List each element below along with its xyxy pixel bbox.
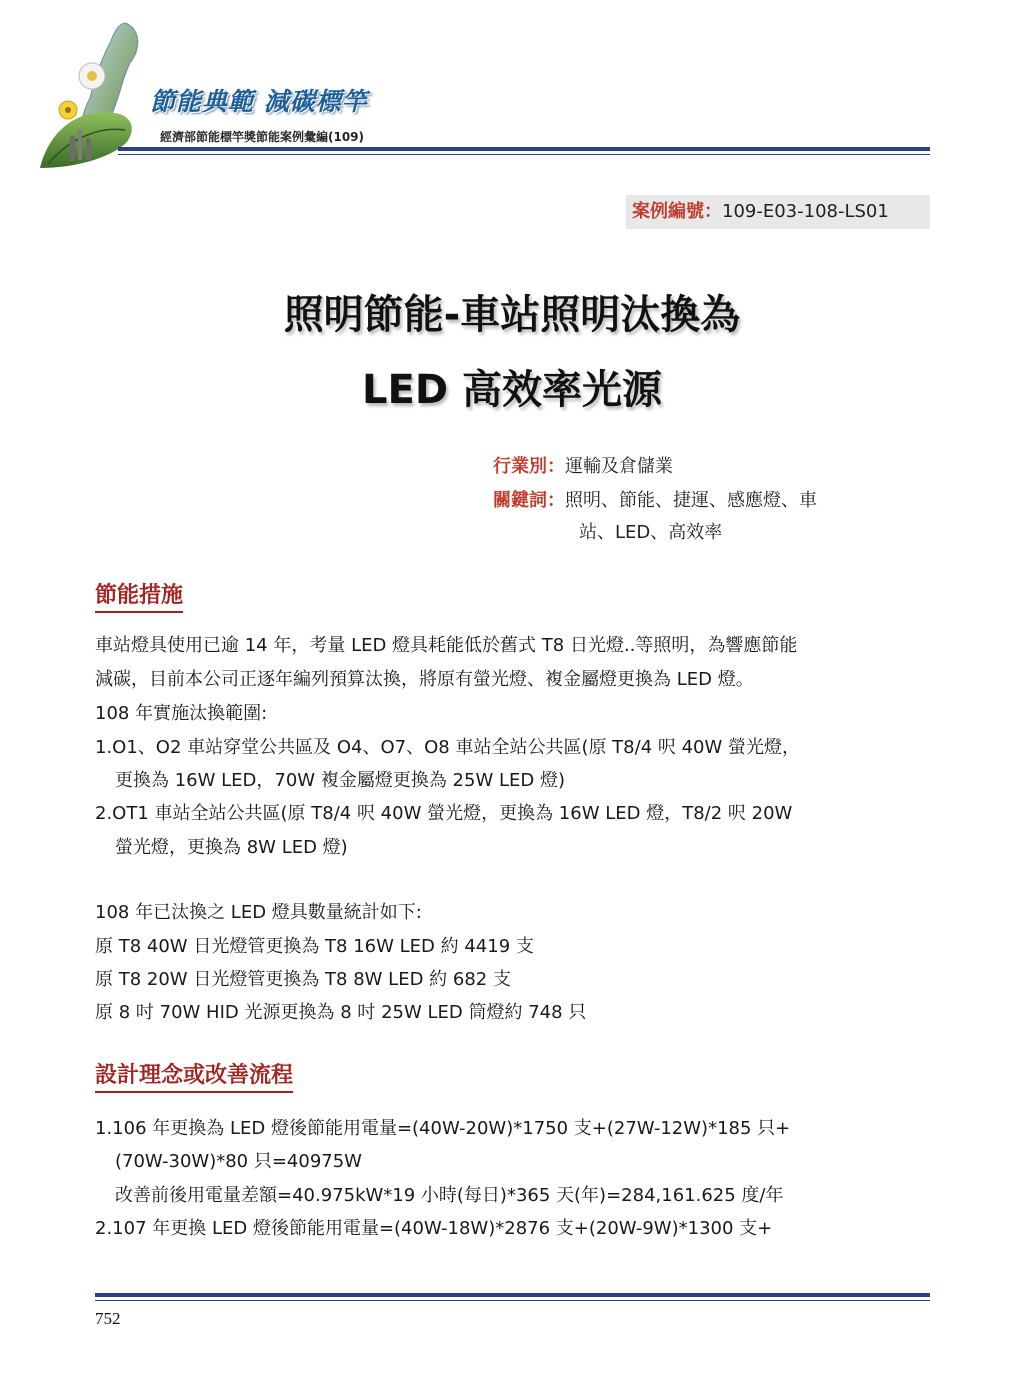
keywords-value-line-1: 照明、節能、捷運、感應燈、車 [565,490,817,511]
body-line: 108 年實施汰換範圍: [95,703,268,724]
header-rule-thin [118,154,930,155]
footer-rule-thick [95,1293,930,1297]
footer-rule-thin [95,1300,930,1301]
section-heading-design: 設計理念或改善流程 [95,1058,293,1093]
page-number: 752 [95,1309,121,1328]
body-line: 原 T8 20W 日光燈管更換為 T8 8W LED 約 682 支 [95,969,511,990]
body-line: 減碳，目前本公司正逐年編列預算汰換，將原有螢光燈、複金屬燈更換為 LED 燈。 [95,669,754,690]
keywords-label: 關鍵詞： [493,490,565,511]
case-number-box [626,195,930,229]
section-heading-measures: 節能措施 [95,578,183,613]
list-item-1: 1.106 年更換為 LED 燈後節能用電量=(40W-20W)*1750 支+(27W-12W)*185 只+ [95,1118,791,1139]
list-item-2: 2.OT1 車站全站公共區(原 T8/4 呎 40W 螢光燈，更換為 16W LED 燈，T8/2 呎 20W [95,803,793,824]
industry-row [493,452,673,478]
body-line: 108 年已汰換之 LED 燈具數量統計如下: [95,902,422,923]
body-line: 原 8 吋 70W HID 光源更換為 8 吋 25W LED 筒燈約 748 只 [95,1002,587,1023]
list-item-1-cont: 更換為 16W LED，70W 複金屬燈更換為 25W LED 燈) [115,770,565,791]
case-number-value: 109-E03-108-LS01 [722,201,889,222]
list-item-2-cont: 螢光燈，更換為 8W LED 燈) [115,837,348,858]
industry-label: 行業別： [493,456,565,477]
case-number-label: 案例編號： [632,201,722,222]
list-item-1-cont: 改善前後用電量差額=40.975kW*19 小時(每日)*365 天(年)=284,161.625 度/年 [115,1185,784,1206]
list-item-2: 2.107 年更換 LED 燈後節能用電量=(40W-18W)*2876 支+(20W-9W)*1300 支+ [95,1218,773,1239]
keywords-row [493,486,817,512]
body-line: 車站燈具使用已逾 14 年，考量 LED 燈具耗能低於舊式 T8 日光燈..等照明，為響應節能 [95,635,798,656]
page-title-line-2: LED 高效率光源 [362,367,662,413]
page-title-line-1: 照明節能-車站照明汰換為 [283,292,741,338]
body-line: 原 T8 40W 日光燈管更換為 T8 16W LED 約 4419 支 [95,936,534,957]
industry-value: 運輸及倉儲業 [565,456,673,477]
list-item-1-cont: (70W-30W)*80 只=40975W [115,1151,362,1172]
keywords-value-line-2: 站、LED、高效率 [579,522,723,543]
list-item-1: 1.O1、O2 車站穿堂公共區及 O4、O7、O8 車站全站公共區(原 T8/4 呎 40W 螢光燈， [95,737,801,758]
brand-subtitle: 經濟部節能標竿獎節能案例彙編(109) [160,130,365,144]
brand-title: 節能典範 減碳標竿 [150,87,368,116]
header-rule-thick [118,147,930,151]
